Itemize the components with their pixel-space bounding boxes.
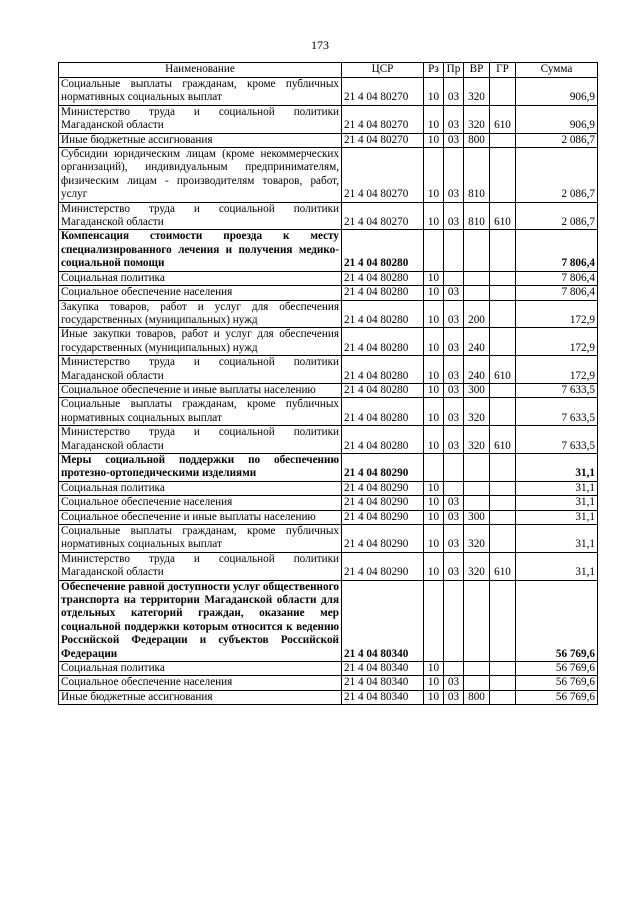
cell-rz: 10: [424, 148, 444, 203]
cell-rz: 10: [424, 300, 444, 328]
cell-vr: 320: [464, 78, 490, 106]
cell-csr: 21 4 04 80280: [342, 426, 424, 454]
cell-pr: 03: [444, 328, 464, 356]
cell-gr: [490, 398, 516, 426]
cell-pr: 03: [444, 676, 464, 690]
cell-sum: 7 806,4: [516, 271, 598, 285]
cell-vr: [464, 496, 490, 510]
cell-pr: [444, 453, 464, 481]
cell-csr: 21 4 04 80280: [342, 300, 424, 328]
cell-csr: 21 4 04 80280: [342, 328, 424, 356]
cell-rz: 10: [424, 426, 444, 454]
cell-gr: [490, 78, 516, 106]
cell-vr: 240: [464, 356, 490, 384]
cell-name: Социальное обеспечение и иные выплаты населению: [59, 383, 342, 397]
cell-sum: 172,9: [516, 356, 598, 384]
cell-gr: [490, 525, 516, 553]
cell-csr: 21 4 04 80270: [342, 133, 424, 147]
cell-vr: 320: [464, 426, 490, 454]
cell-csr: 21 4 04 80290: [342, 525, 424, 553]
cell-vr: [464, 580, 490, 661]
cell-rz: 10: [424, 271, 444, 285]
cell-name: Закупка товаров, работ и услуг для обеспечения государственных (муниципальных) нужд: [59, 300, 342, 328]
cell-vr: 200: [464, 300, 490, 328]
cell-name: Обеспечение равной доступности услуг общественного транспорта на территории Магаданской области для отдельных категорий граждан, оказание мер социальной поддержки которым относится к ведению Российской Федерации и субъектов Российской Федерации: [59, 580, 342, 661]
cell-name: Иные бюджетные ассигнования: [59, 133, 342, 147]
cell-gr: 610: [490, 202, 516, 230]
cell-vr: 300: [464, 383, 490, 397]
cell-gr: [490, 148, 516, 203]
table-row: [59, 398, 598, 426]
table-row: [59, 202, 598, 230]
cell-rz: 10: [424, 525, 444, 553]
cell-csr: 21 4 04 80340: [342, 676, 424, 690]
cell-gr: [490, 662, 516, 676]
cell-sum: 7 633,5: [516, 398, 598, 426]
cell-rz: 10: [424, 383, 444, 397]
table-row: [59, 78, 598, 106]
cell-name: Социальное обеспечение и иные выплаты населению: [59, 510, 342, 524]
column-header-pr: Пр: [444, 63, 464, 78]
budget-table: [58, 62, 598, 705]
cell-gr: [490, 286, 516, 300]
cell-vr: 240: [464, 328, 490, 356]
cell-name: Субсидии юридическим лицам (кроме некоммерческих организаций), индивидуальным предпринимателям, физическим лицам - производителям товаров, работ, услуг: [59, 148, 342, 203]
cell-name: Социальное обеспечение населения: [59, 286, 342, 300]
cell-rz: 10: [424, 78, 444, 106]
cell-name: Министерство труда и социальной политики Магаданской области: [59, 202, 342, 230]
cell-sum: 7 806,4: [516, 286, 598, 300]
cell-name: Социальная политика: [59, 662, 342, 676]
cell-gr: [490, 383, 516, 397]
cell-pr: 03: [444, 525, 464, 553]
cell-sum: 2 086,7: [516, 133, 598, 147]
cell-sum: 172,9: [516, 300, 598, 328]
cell-vr: 300: [464, 510, 490, 524]
cell-vr: 800: [464, 690, 490, 704]
cell-pr: 03: [444, 496, 464, 510]
cell-pr: 03: [444, 552, 464, 580]
cell-name: Министерство труда и социальной политики Магаданской области: [59, 426, 342, 454]
cell-csr: 21 4 04 80270: [342, 105, 424, 133]
cell-rz: 10: [424, 286, 444, 300]
cell-gr: [490, 690, 516, 704]
cell-sum: 56 769,6: [516, 580, 598, 661]
cell-pr: [444, 580, 464, 661]
cell-name: Компенсация стоимости проезда к месту специализированного лечения и получения медико-социальной помощи: [59, 230, 342, 271]
table-row: [59, 356, 598, 384]
cell-sum: 31,1: [516, 496, 598, 510]
table-row: [59, 271, 598, 285]
cell-pr: 03: [444, 398, 464, 426]
cell-pr: [444, 481, 464, 495]
column-header-sum: Сумма: [516, 63, 598, 78]
cell-csr: 21 4 04 80280: [342, 356, 424, 384]
cell-csr: 21 4 04 80340: [342, 690, 424, 704]
cell-name: Социальное обеспечение населения: [59, 676, 342, 690]
cell-csr: 21 4 04 80270: [342, 148, 424, 203]
cell-vr: 810: [464, 148, 490, 203]
cell-vr: [464, 676, 490, 690]
cell-rz: 10: [424, 496, 444, 510]
cell-gr: [490, 230, 516, 271]
cell-gr: [490, 300, 516, 328]
table-row: [59, 230, 598, 271]
cell-vr: [464, 286, 490, 300]
cell-pr: 03: [444, 148, 464, 203]
cell-rz: [424, 230, 444, 271]
table-row: [59, 662, 598, 676]
cell-pr: 03: [444, 133, 464, 147]
cell-rz: [424, 453, 444, 481]
cell-sum: 2 086,7: [516, 202, 598, 230]
cell-pr: 03: [444, 356, 464, 384]
cell-sum: 172,9: [516, 328, 598, 356]
cell-gr: 610: [490, 105, 516, 133]
table-row: [59, 580, 598, 661]
cell-sum: 31,1: [516, 453, 598, 481]
cell-csr: 21 4 04 80290: [342, 453, 424, 481]
cell-csr: 21 4 04 80340: [342, 662, 424, 676]
cell-name: Меры социальной поддержки по обеспечению протезно-ортопедическими изделиями: [59, 453, 342, 481]
cell-name: Социальная политика: [59, 271, 342, 285]
cell-rz: 10: [424, 690, 444, 704]
cell-csr: 21 4 04 80340: [342, 580, 424, 661]
cell-gr: [490, 510, 516, 524]
cell-rz: 10: [424, 676, 444, 690]
table-row: [59, 133, 598, 147]
table-body: [59, 78, 598, 705]
cell-rz: 10: [424, 133, 444, 147]
table-row: [59, 148, 598, 203]
cell-csr: 21 4 04 80270: [342, 78, 424, 106]
cell-rz: [424, 580, 444, 661]
page-number: 173: [311, 38, 329, 52]
cell-csr: 21 4 04 80280: [342, 286, 424, 300]
cell-sum: 56 769,6: [516, 662, 598, 676]
cell-name: Министерство труда и социальной политики Магаданской области: [59, 356, 342, 384]
cell-rz: 10: [424, 356, 444, 384]
cell-pr: [444, 662, 464, 676]
column-header-name: Наименование: [59, 63, 342, 78]
cell-vr: 320: [464, 525, 490, 553]
cell-rz: 10: [424, 328, 444, 356]
cell-gr: [490, 328, 516, 356]
cell-sum: 906,9: [516, 105, 598, 133]
cell-pr: 03: [444, 690, 464, 704]
table-row: [59, 300, 598, 328]
cell-pr: 03: [444, 300, 464, 328]
cell-csr: 21 4 04 80280: [342, 271, 424, 285]
cell-rz: 10: [424, 552, 444, 580]
cell-pr: 03: [444, 426, 464, 454]
cell-sum: 7 806,4: [516, 230, 598, 271]
cell-pr: 03: [444, 105, 464, 133]
cell-csr: 21 4 04 80290: [342, 510, 424, 524]
cell-name: Министерство труда и социальной политики Магаданской области: [59, 105, 342, 133]
cell-name: Социальные выплаты гражданам, кроме публичных нормативных социальных выплат: [59, 398, 342, 426]
cell-sum: 56 769,6: [516, 676, 598, 690]
cell-vr: [464, 271, 490, 285]
cell-csr: 21 4 04 80290: [342, 552, 424, 580]
table-row: [59, 383, 598, 397]
cell-gr: [490, 496, 516, 510]
cell-vr: [464, 230, 490, 271]
cell-csr: 21 4 04 80280: [342, 383, 424, 397]
cell-vr: 800: [464, 133, 490, 147]
cell-vr: 810: [464, 202, 490, 230]
column-header-csr: ЦСР: [342, 63, 424, 78]
cell-sum: 7 633,5: [516, 426, 598, 454]
cell-rz: 10: [424, 398, 444, 426]
cell-sum: 906,9: [516, 78, 598, 106]
cell-gr: [490, 676, 516, 690]
cell-rz: 10: [424, 510, 444, 524]
cell-sum: 31,1: [516, 525, 598, 553]
cell-gr: [490, 481, 516, 495]
cell-name: Социальное обеспечение населения: [59, 496, 342, 510]
cell-vr: [464, 453, 490, 481]
cell-rz: 10: [424, 202, 444, 230]
cell-sum: 31,1: [516, 552, 598, 580]
cell-sum: 31,1: [516, 481, 598, 495]
cell-name: Социальные выплаты гражданам, кроме публичных нормативных социальных выплат: [59, 525, 342, 553]
cell-pr: [444, 230, 464, 271]
table-row: [59, 286, 598, 300]
cell-name: Социальные выплаты гражданам, кроме публичных нормативных социальных выплат: [59, 78, 342, 106]
cell-vr: [464, 481, 490, 495]
table-row: [59, 426, 598, 454]
table-row: [59, 552, 598, 580]
cell-name: Министерство труда и социальной политики Магаданской области: [59, 552, 342, 580]
cell-gr: 610: [490, 356, 516, 384]
cell-pr: [444, 271, 464, 285]
table-row: [59, 481, 598, 495]
cell-pr: 03: [444, 286, 464, 300]
cell-vr: 320: [464, 105, 490, 133]
cell-vr: 320: [464, 552, 490, 580]
cell-csr: 21 4 04 80270: [342, 202, 424, 230]
cell-csr: 21 4 04 80290: [342, 481, 424, 495]
cell-gr: 610: [490, 426, 516, 454]
table-row: [59, 328, 598, 356]
cell-sum: 31,1: [516, 510, 598, 524]
table-row: [59, 525, 598, 553]
table-row: [59, 105, 598, 133]
table-row: [59, 676, 598, 690]
cell-csr: 21 4 04 80280: [342, 230, 424, 271]
cell-gr: [490, 133, 516, 147]
cell-sum: 56 769,6: [516, 690, 598, 704]
cell-rz: 10: [424, 662, 444, 676]
cell-vr: 320: [464, 398, 490, 426]
table-row: [59, 453, 598, 481]
cell-pr: 03: [444, 510, 464, 524]
cell-gr: 610: [490, 552, 516, 580]
table-row: [59, 496, 598, 510]
cell-gr: [490, 271, 516, 285]
cell-pr: 03: [444, 78, 464, 106]
column-header-rz: Рз: [424, 63, 444, 78]
cell-pr: 03: [444, 202, 464, 230]
table-row: [59, 510, 598, 524]
cell-name: Иные закупки товаров, работ и услуг для обеспечения государственных (муниципальных) нужд: [59, 328, 342, 356]
cell-name: Социальная политика: [59, 481, 342, 495]
cell-csr: 21 4 04 80280: [342, 398, 424, 426]
table-row: [59, 690, 598, 704]
cell-sum: 2 086,7: [516, 148, 598, 203]
cell-name: Иные бюджетные ассигнования: [59, 690, 342, 704]
cell-vr: [464, 662, 490, 676]
cell-gr: [490, 580, 516, 661]
cell-sum: 7 633,5: [516, 383, 598, 397]
cell-rz: 10: [424, 481, 444, 495]
column-header-vr: ВР: [464, 63, 490, 78]
cell-pr: 03: [444, 383, 464, 397]
cell-rz: 10: [424, 105, 444, 133]
cell-csr: 21 4 04 80290: [342, 496, 424, 510]
table-header-row: [59, 63, 598, 78]
column-header-gr: ГР: [490, 63, 516, 78]
cell-gr: [490, 453, 516, 481]
